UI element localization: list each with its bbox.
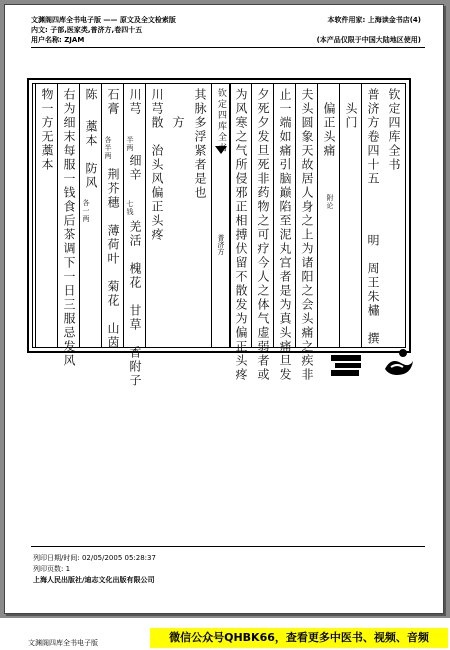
header-right	[317, 15, 421, 45]
column-text: 止一端如痛引脑巅陷至泥丸宫者是为真头痛旦发	[278, 88, 292, 382]
column-heading	[317, 84, 340, 347]
next-page-header: 文渊阁四库全书电子版	[28, 639, 98, 647]
dizhi-logo-icon	[381, 347, 415, 381]
column-formula-name	[145, 84, 168, 347]
column-text: 普济方卷四十五	[366, 88, 380, 186]
header-rule	[31, 47, 425, 48]
column-rest: 羌活 槐花 甘草 香附子	[128, 220, 142, 388]
column-ingredients-3	[79, 84, 102, 347]
column-body-1	[295, 84, 318, 382]
column-text: 钦定四库全书	[387, 88, 401, 172]
column-note: 半两	[126, 136, 134, 152]
column-text: 其脉多浮紧者是也	[193, 88, 207, 200]
footer-rule	[31, 546, 425, 547]
column-author: 明 周王朱橚 撰	[366, 234, 380, 346]
column-body-3	[251, 84, 274, 382]
header-title: 文渊阁四库全书电子版 —— 原文及全文检索版	[31, 16, 176, 24]
promo-banner: 微信公众号QHBK66，查看更多中医书、视频、音频	[150, 628, 448, 648]
column-ingredients-1	[123, 84, 146, 388]
column-text: 夫头圆象天故居人身之上为诸阳之会头痛之疾非	[300, 88, 314, 382]
header-user: 用户名称: ZJAM	[31, 36, 85, 44]
column-section	[339, 84, 362, 347]
column-instructions	[57, 84, 80, 368]
column-text: 川芎散	[150, 88, 164, 130]
column-ingredients-2	[101, 84, 124, 350]
column-text: 川芎	[128, 88, 142, 116]
column-body-4	[229, 84, 252, 382]
column-body-2	[273, 84, 296, 382]
column-variant	[35, 84, 58, 347]
column-text: 右为细末每服一钱食后茶调下一日三服忌发风	[62, 88, 76, 368]
publisher-logo-icon	[329, 351, 365, 379]
column-text: 头门	[344, 88, 358, 130]
column-text: 为风寒之气所侵邪正相搏伏留不散发为偏正头疼	[234, 88, 248, 382]
column-tail: 治头风偏正头疼	[150, 144, 164, 242]
column-rest: 藁本 防风	[84, 120, 98, 190]
footer-publisher: 上海人民出版社/迪志文化出版有限公司	[33, 576, 155, 584]
column-note: 各一两	[82, 199, 90, 223]
column-text: 石膏	[106, 88, 120, 116]
footer-print-pages: 列印页数: 1	[33, 565, 71, 573]
header-license: (本产品仅限于中国大陆地区使用)	[316, 36, 421, 44]
column-text: 陈	[84, 88, 98, 102]
column-note: 各半两	[104, 136, 112, 160]
book-frame	[27, 78, 411, 388]
column-rest: 细辛	[128, 154, 142, 182]
column-body-5	[189, 84, 211, 347]
column-text: 偏正头痛	[322, 88, 336, 158]
column-text: 夕死夕发旦死非药物之可疗今人之体气虚弱者或	[256, 88, 270, 382]
column-text: 方	[171, 88, 185, 130]
header-org: 本软件用家: 上海读金书店(4)	[327, 16, 421, 24]
column-volume	[361, 84, 384, 347]
spine-book-name: 普济方	[217, 234, 225, 255]
header-content: 内文: 子部,医家类,普济方,卷四十五	[31, 26, 143, 34]
footer-print-date: 列印日期/时间: 02/05/2005 05:28:37	[33, 554, 156, 562]
book-inner-frame	[32, 83, 406, 388]
header-left	[31, 15, 176, 45]
spine-title: 钦定四库全书	[216, 88, 226, 154]
column-rest: 荆芥穗 薄荷叶 菊花 山茵	[106, 168, 120, 350]
fishtail-mark	[215, 146, 227, 154]
column-note: 七钱	[126, 200, 134, 216]
column-formula-header	[167, 84, 189, 347]
column-title	[383, 84, 405, 347]
document-page	[4, 4, 444, 614]
column-note: 附论	[326, 194, 334, 210]
book-center-spine	[211, 84, 231, 347]
column-text: 物一方无藁本	[40, 88, 54, 172]
